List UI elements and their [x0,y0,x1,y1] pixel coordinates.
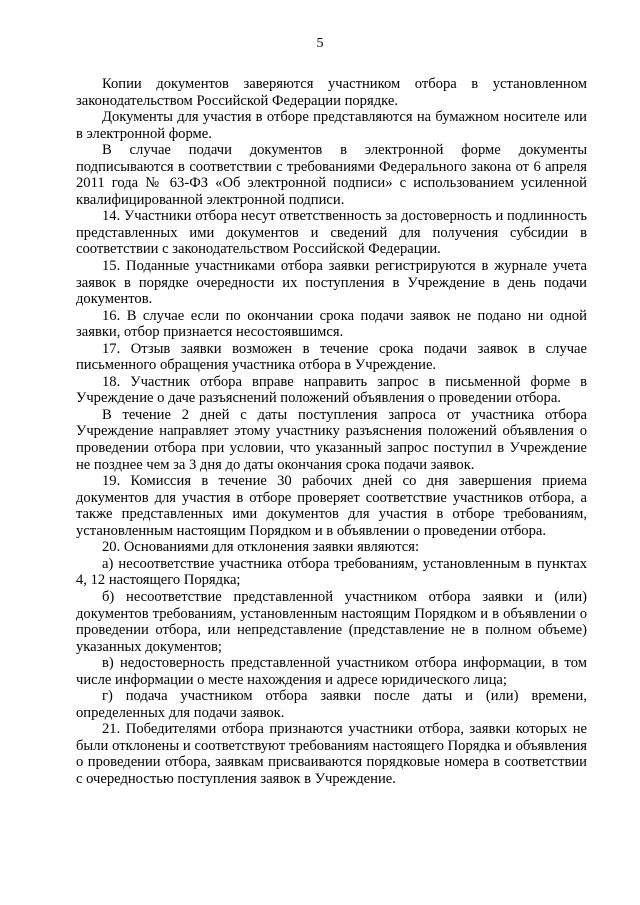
paragraph-17-withdrawal: 17. Отзыв заявки возможен в течение срока подачи заявок в случае письменного обращения участника отбора в Учреждение. [76,340,587,374]
paragraph-18-clarification-request: 18. Участник отбора вправе направить запрос в письменной форме в Учреждение о даче разъяснений положений объявления о проведении отбора. [76,373,587,407]
paragraph-19-commission-review: 19. Комиссия в течение 30 рабочих дней со дня завершения приема документов для участия в отборе проверяет соответствие участников отбора, а также представленных ими документов для участия в отборе требованиям, установленным настоящим Порядком и в объявлении о проведении отбора. [76,473,587,539]
paragraph-21-winners: 21. Победителями отбора признаются участники отбора, заявки которых не были отклонены и соответствуют требованиям настоящего Порядка и объявления о проведении отбора, заявкам присваиваются порядковые номера в соответствии с очередностью поступления заявок в Учреждение. [76,721,587,787]
paragraph-electronic-signature: В случае подачи документов в электронной форме документы подписываются в соответствии с требованиями Федерального закона от 6 апреля 2011 года № 63-ФЗ «Об электронной подписи» с использованием усиленной квалифицированной электронной подписи. [76,142,587,208]
document-body [76,76,587,788]
paragraph-document-format: Документы для участия в отборе представляются на бумажном носителе или в электронной форме. [76,109,587,142]
paragraph-clarification-deadline: В течение 2 дней с даты поступления запроса от участника отбора Учреждение направляет этому участнику разъяснения положений объявления о проведении отбора при условии, что указанный запрос поступил в Учреждение не позднее чем за 3 дня до даты окончания срока подачи заявок. [76,406,587,473]
list-item-v: в) недостоверность представленной участником отбора информации, в том числе информации о месте нахождения и адресе юридического лица; [76,655,587,688]
list-item-g: г) подача участником отбора заявки после даты и (или) времени, определенных для подачи заявок. [76,688,587,721]
paragraph-14-responsibility: 14. Участники отбора несут ответственность за достоверность и подлинность представленных ими документов и сведений для получения субсидии в соответствии с законодательством Российской Федерации. [76,208,587,258]
list-item-b: б) несоответствие представленной участником отбора заявки и (или) документов требованиям, установленным настоящим Порядком и в объявлении о проведении отбора, или непредставление (представление не в полном объеме) указанных документов; [76,588,587,655]
paragraph-20-rejection-grounds: 20. Основаниями для отклонения заявки являются: [102,539,420,556]
page-number: 5 [316,36,324,51]
paragraph-15-registration: 15. Поданные участниками отбора заявки регистрируются в журнале учета заявок в порядке очередности их поступления в Учреждение в день подачи документов. [76,258,587,308]
paragraph-copies-certification: Копии документов заверяются участником отбора в установленном законодательством Российской Федерации порядке. [76,76,587,109]
paragraph-16-no-applications: 16. В случае если по окончании срока подачи заявок не подано ни одной заявки, отбор признается несостоявшимся. [76,307,587,341]
list-item-a: а) несоответствие участника отбора требованиям, установленным в пунктах 4, 12 настоящего Порядка; [76,555,587,589]
